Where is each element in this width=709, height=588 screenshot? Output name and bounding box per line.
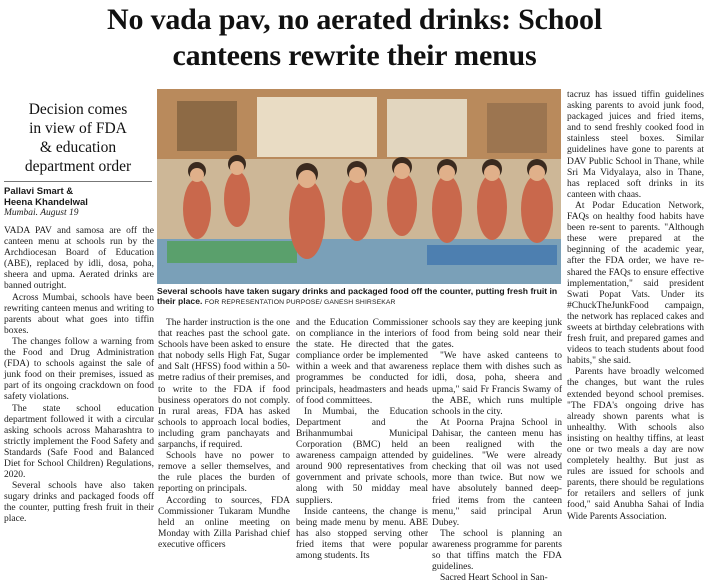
column-5 — [567, 90, 704, 523]
byline-author-2: Heena Khandelwal — [4, 197, 88, 208]
photo-caption — [157, 286, 561, 309]
paragraph: The changes follow a warning from the Food and Drug Administration (FDA) to schools against the sale of junk food on their premises, issued as part of its ongoing crackdown on food safety violations. — [4, 336, 154, 403]
paragraph: tacruz has issued tiffin guidelines asking parents to avoid junk food, packaged juices and fried items, and to send freshly cooked food in stainless steel boxes. Similar guidelines have gone to parents at DAV Public School in Thane, while Sri Ma Vidyalaya, also in Thane, has replaced soft drinks in its canteen with chaas. — [567, 90, 704, 200]
paragraph: Sacred Heart School in San- — [440, 573, 548, 584]
byline — [4, 186, 154, 208]
photo-credit: FOR REPRESENTATION PURPOSE/ GANESH SHIRSEKAR — [204, 299, 396, 307]
paragraph: In Mumbai, the Education Department and the Brihanmumbai Municipal Corporation (BMC) held an awareness campaign attended by around 900 representatives from government and private schools, along with 50 midday meal suppliers. — [296, 406, 428, 506]
paragraph: schools say they are keeping junk food from being sold near their gates. — [432, 318, 562, 351]
headline-line-2: canteens rewrite their menus — [172, 39, 537, 72]
column-3 — [296, 318, 428, 562]
photo-caption-text: Several schools have taken sugary drinks and packaged food off the counter, putting fresh fruit in their place. — [157, 286, 558, 307]
paragraph: According to sources, FDA Commissioner Tukaram Mundhe held an online meeting on Monday with Zilla Parishad chief executive officers — [158, 495, 290, 550]
paragraph: "We have asked canteens to replace them with dishes such as idli, dosa, poha, sheera and upma," said Fr Francis Swamy of the ABE, which runs multiple schools in the city. — [432, 351, 562, 417]
deck-divider — [4, 181, 152, 182]
photo-illustration — [157, 89, 561, 284]
byline-author-1: Pallavi Smart & — [4, 186, 74, 197]
deck-line-2: in view of FDA — [29, 120, 127, 137]
paragraph: At Poorna Prajna School in Dahisar, the canteen menu has been realigned with the guidelines. "We were already checking that oil was not used more than twice. But now we have absolutely banned deep-fried items from the canteen menu," said principal Arun Dubey. — [432, 417, 562, 528]
deck — [4, 100, 152, 176]
paragraph: and the Education Commissioner on compliance in the interiors of the state. He directed that the compliance order be implemented within a week and that awareness programmes be conducted for principals, headmasters and heads of food committees. — [296, 318, 428, 406]
paragraph: At Podar Education Network, FAQs on healthy food habits have been re-sent to parents. "Although these were prepared at the beginning of the academic year, after the FDA order, we have re-shared the FAQs to ensure effective implementation," said president Swati Popat Vats. Under its #ChuckTheJunkFood campaign, the network has replaced cakes and sweets at birthday celebrations with fresh fruit, and prepared games and videos to teach students about food habits," she said. — [567, 200, 704, 367]
headline-line-1: No vada pav, no aerated drinks: School — [107, 3, 602, 36]
paragraph: The state school education department followed it with a circular asking schools across Maharashtra to strictly implement the Food Safety and Standards (Safe Food and Balanced Diet for School Children) Regulations, 2020. — [4, 403, 154, 481]
deck-line-4: department order — [24, 158, 132, 175]
headline — [6, 2, 703, 74]
column-1 — [4, 226, 154, 526]
dateline: Mumbai. August 19 — [4, 208, 79, 218]
paragraph: VADA PAV and samosa are off the canteen menu at schools run by the Archdiocesan Board of Education (ABE), replaced by idli, dosa, poha, sheera and upma. Aerated drinks are banned outright. — [4, 226, 154, 292]
column-2 — [158, 318, 290, 551]
paragraph: Several schools have also taken sugary drinks and packaged foods off the counter, putting fresh fruit in their place. — [4, 481, 154, 525]
paragraph: The harder instruction is the one that reaches past the school gate. Schools have been asked to ensure that nobody sells High Fat, Sugar and Salt (HFSS) food within a 50-metre radius of their premises, and to write to the FDA if food business operators do not comply. In rural areas, FDA has asked schools to approach local bodies, including gram panchayats and sarpanchs, if required. — [158, 318, 290, 451]
deck-line-3: & education — [39, 139, 117, 156]
column-4 — [432, 318, 562, 584]
paragraph: The school is planning an awareness programme for parents so that tiffins match the FDA guidelines. — [432, 528, 562, 573]
paragraph: Schools have no power to remove a seller themselves, and the rule places the burden of reporting on principals. — [158, 451, 290, 495]
paragraph: Across Mumbai, schools have been rewriting canteen menus and writing to parents about what goes into tiffin boxes. — [4, 292, 154, 336]
photo-schoolchildren-classroom — [157, 89, 561, 284]
paragraph: Parents have broadly welcomed the changes, but want the rules extended beyond school premises. "The FDA's ongoing drive has already shown parents what is unhealthy. With schools also insisting on healthy tiffins, at least one or two meals a day are now completely healthy. But just as rules are issued for schools and parents, there should be regulations for retailers and sellers of junk food," said Anubha Sahai of India Wide Parents Association. — [567, 367, 704, 522]
paragraph: Inside canteens, the change is being made menu by menu. ABE has also stopped serving other fried items that were popular among students. Its — [296, 506, 428, 561]
deck-line-1: Decision comes — [28, 101, 128, 118]
